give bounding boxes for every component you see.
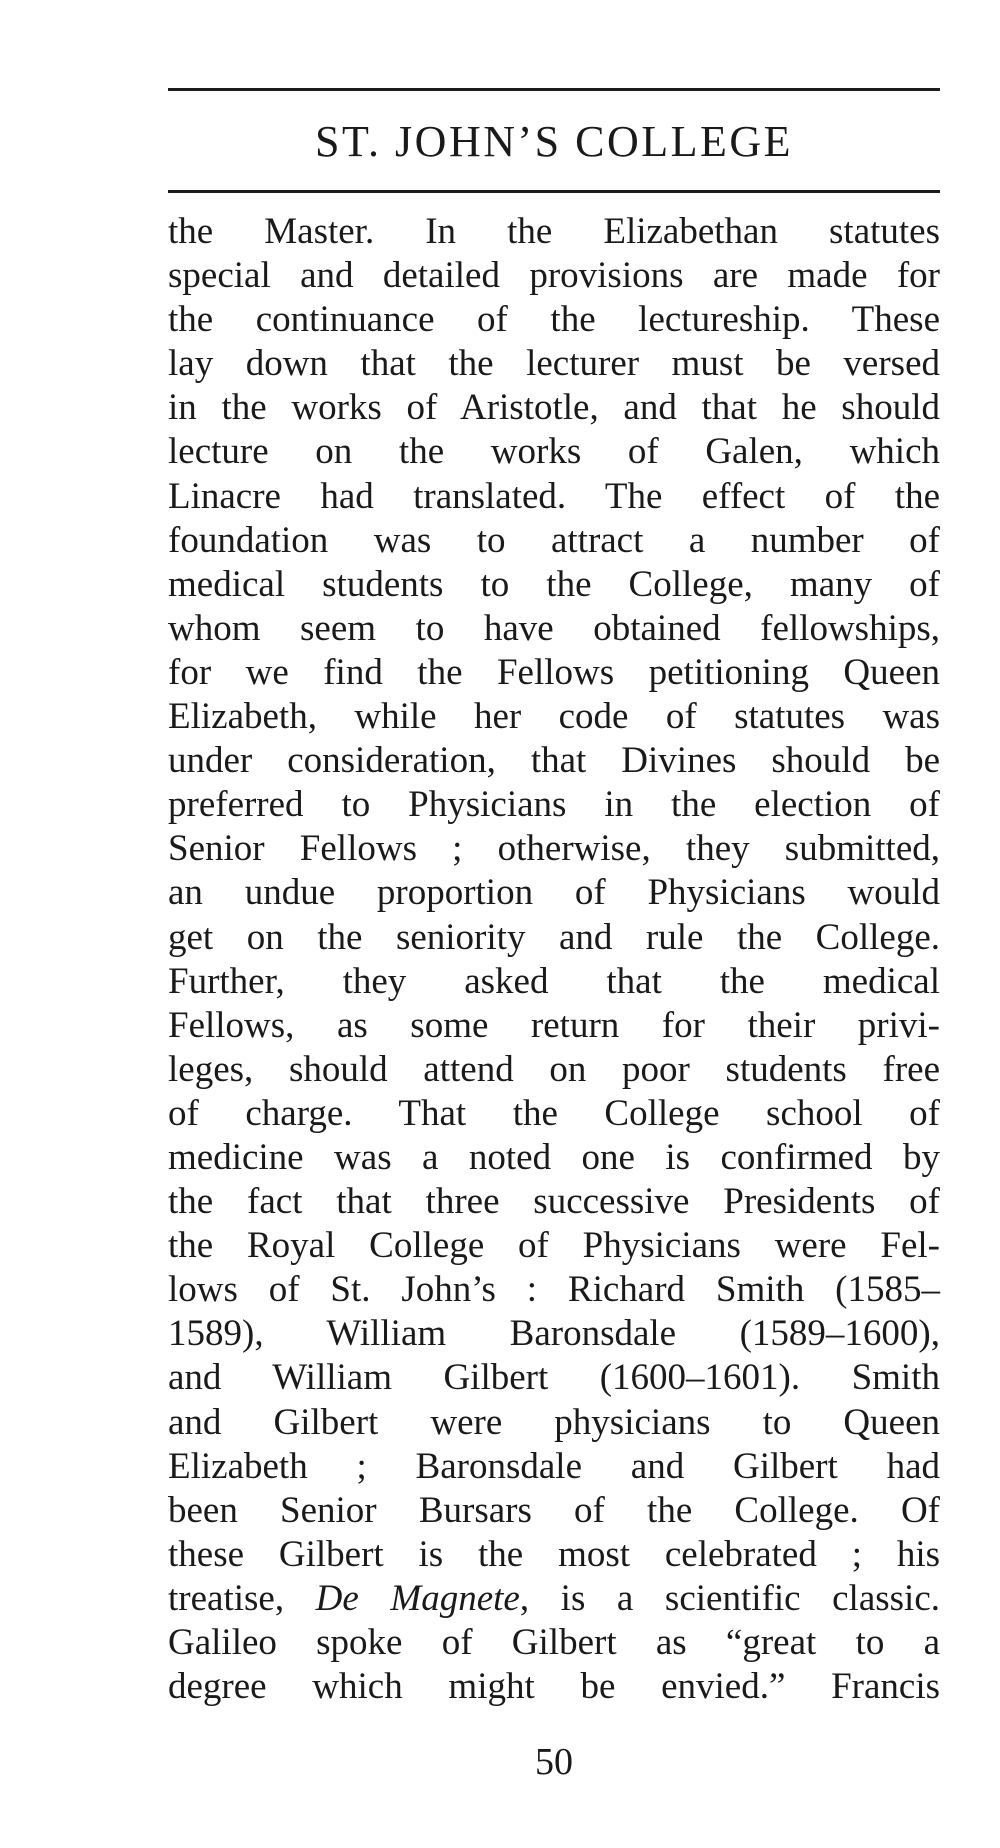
text-line: the fact that three successive Presidents of [168, 1181, 940, 1223]
text-line: of charge. That the College school of [168, 1092, 940, 1134]
page-number: 50 [535, 1741, 573, 1783]
text-line: been Senior Bursars of the College. Of [168, 1489, 940, 1531]
body-text [168, 210, 940, 1709]
text-line: these Gilbert is the most celebrated ; his [168, 1533, 940, 1575]
text-line: medicine was a noted one is confirmed by [168, 1136, 940, 1178]
text-line: Elizabeth ; Baronsdale and Gilbert had [168, 1445, 940, 1487]
text-line: whom seem to have obtained fellowships, [168, 607, 940, 649]
text-line: Linacre had translated. The effect of the [168, 475, 940, 517]
text-line: Fellows, as some return for their privi- [168, 1004, 940, 1046]
header-rule-bottom [168, 190, 940, 193]
text-line: the Master. In the Elizabethan statutes [168, 211, 940, 252]
text-line: 1589), William Baronsdale (1589–1600), [168, 1313, 940, 1355]
text-line: in the works of Aristotle, and that he should [168, 387, 940, 429]
text-line: leges, should attend on poor students free [168, 1048, 940, 1090]
text-line: preferred to Physicians in the election of [168, 784, 940, 826]
text-line: Galileo spoke of Gilbert as “great to a [168, 1622, 940, 1663]
text-line: Further, they asked that the medical [168, 960, 940, 1002]
header-rule-top [168, 88, 940, 91]
text-line: and William Gilbert (1600–1601). Smith [168, 1357, 940, 1399]
running-head: ST. JOHN’S COLLEGE [314, 117, 794, 166]
text-line: get on the seniority and rule the College. [168, 916, 940, 958]
text-line: foundation was to attract a number of [168, 519, 940, 561]
text-line: Senior Fellows ; otherwise, they submitted, [168, 828, 940, 870]
text-line: the continuance of the lectureship. These [168, 299, 940, 341]
text-line: medical students to the College, many of [168, 563, 940, 605]
text-line: for we find the Fellows petitioning Queen [168, 651, 940, 693]
line-text-after-title: , is a scientific classic. [519, 1577, 940, 1619]
text-line: special and detailed provisions are made for [168, 255, 940, 297]
text-line: Elizabeth, while her code of statutes was [168, 696, 940, 738]
text-line: the Royal College of Physicians were Fel- [168, 1225, 940, 1267]
text-line: and Gilbert were physicians to Queen [168, 1401, 940, 1443]
text-line-with-title [168, 1577, 940, 1621]
text-line: lay down that the lecturer must be versed [168, 343, 940, 385]
text-line: lecture on the works of Galen, which [168, 431, 940, 473]
text-line: an undue proportion of Physicians would [168, 872, 940, 914]
text-line: degree which might be envied.” Francis [168, 1666, 940, 1708]
line-text-before-title: treatise, [168, 1577, 285, 1619]
text-line: lows of St. John’s : Richard Smith (1585– [168, 1269, 940, 1311]
book-title-italic: De Magnete [315, 1577, 520, 1619]
text-line: under consideration, that Divines should be [168, 740, 940, 782]
